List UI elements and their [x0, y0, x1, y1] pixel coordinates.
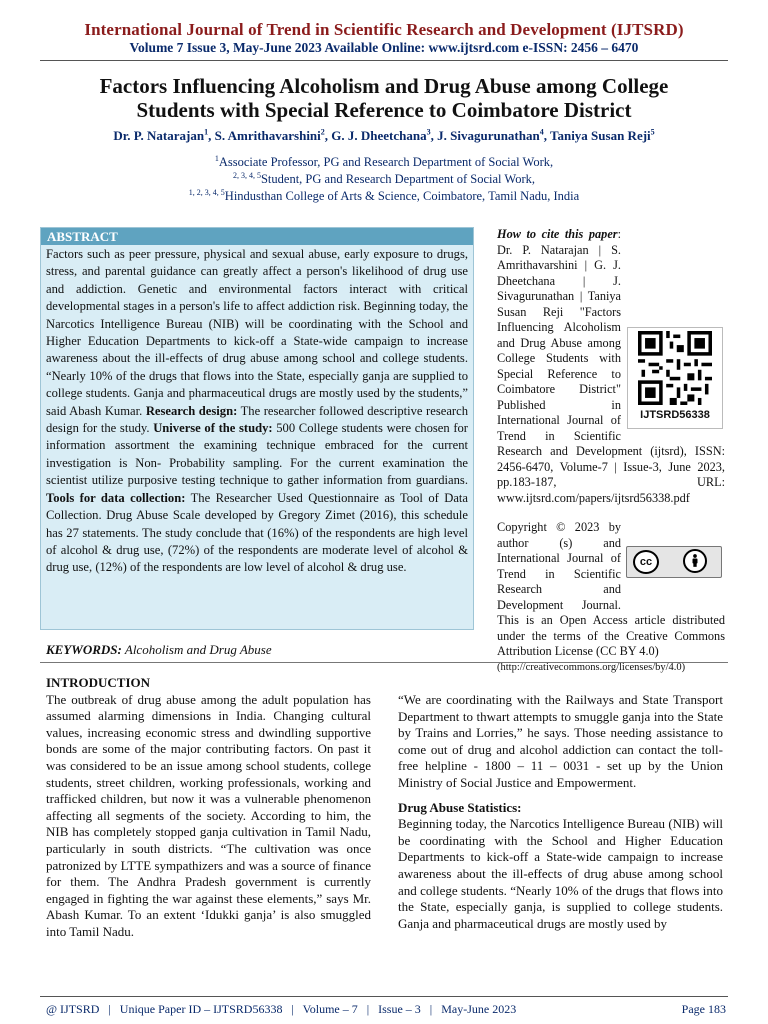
footer-divider	[40, 996, 728, 997]
introduction-heading: INTRODUCTION	[46, 675, 151, 690]
paper-title-line-2: Students with Special Reference to Coimbatore District	[136, 98, 632, 122]
qr-paper-id: IJTSRD56338	[640, 409, 710, 421]
page-footer	[46, 1002, 726, 1017]
page-number: Page 183	[681, 1002, 726, 1016]
cc-license-badge[interactable]	[626, 546, 722, 578]
tools-label: Tools for data collection:	[46, 490, 186, 505]
statistics-text: Beginning today, the Narcotics Intelligence Bureau (NIB) will be coordinating with the School and Higher Education Departments to kick-off a State-wide campaign to increase awareness about the ill-effects of drug abuse among school and college students. “Nearly 10% of the drugs that flows into the State, especially ganja, is supplied to college students. Ganja and pharmaceutical drugs are mostly used by	[398, 816, 723, 931]
journal-title: International Journal of Trend in Scientific Research and Development (IJTSRD)	[84, 20, 684, 39]
journal-volume-line: Volume 7 Issue 3, May-June 2023 Available Online: www.ijtsrd.com e-ISSN: 2456 – 6470	[129, 40, 639, 55]
introduction-text: The outbreak of drug abuse among the adult population has assumed alarming dimensions in India. Changing cultural values, increasing economic stress and dwindling supportive bonds are some of the major contributing factors. On past it was considered to be an issue among school students, college students, street children, working professionals, working and trafficked children, but now it was a vulnerable phenomenon affecting all segments of the society. According to him, the NIB has completely stopped ganja cultivation in Tamil Nadu, particularly in south districts. “The cultivation was once patronized by LTTE sympathizers and was a source of finance for them. The Andhra Pradesh government is currently engaged in fighting the war against these elements,” says Mr. Abash Kumar. To an extent ‘Idukki ganja’ is also smuggled into Tamil Nadu.	[46, 691, 371, 939]
author: Dr. P. Natarajan$^1$	[113, 127, 209, 143]
author: S. Amrithavarshini$^2$	[214, 127, 325, 143]
paper-title-line-1: Factors Influencing Alcoholism and Drug Abuse among College	[99, 74, 669, 98]
affiliation: $^{1, 2, 3, 4, 5}$Hindusthan College of Arts & Science, Coimbatore, Tamil Nadu, India	[188, 187, 580, 203]
how-to-cite: How to cite this paper: Dr. P. Natarajan | S. Amrithavarshini | G. J. Dheetchana | J. Sivagurunathan | Taniya Susan Reji "Factors Influencing Alcoholism and Drug Abuse among College Students with Special Reference to Coimbatore District" Published in International Journal of Trend in Scientific Research and Development (ijtsrd), ISSN: 2456-6470, Volume-7 | Issue-3, June 2023, pp.183-187, URL: www.ijtsrd.com/papers/ijtsrd56338.pdf	[497, 227, 725, 505]
author: G. J. Dheetchana$^3$	[331, 127, 431, 143]
attribution-icon	[683, 549, 707, 573]
author: Taniya Susan Reji$^5$	[549, 127, 655, 143]
footer-info: @ IJTSRD | Unique Paper ID – IJTSRD56338 | Volume – 7 | Issue – 3 | May-June 2023	[46, 1002, 517, 1016]
keywords: KEYWORDS: Alcoholism and Drug Abuse	[46, 642, 272, 657]
author: J. Sivagurunathan$^4$	[437, 127, 544, 143]
header-divider	[40, 60, 728, 61]
cc-icon: cc	[633, 550, 659, 574]
abstract-text: Factors such as peer pressure, physical and sexual abuse, early exposure to drugs, stress, and parental guidance can greatly affect a person's likelihood of drug use and addiction. Genetic and environmental factors interact with critical developmental stages in a person's life to affect addiction risk. Beginning today, the Narcotics Intelligence Bureau (NIB) will be coordinating with the School and Higher Education Departments to kick-off a State-wide campaign to increase awareness about the ill-effects of drug abuse among school and college students. “Nearly 10% of the drugs that flows into the State, especially ganja are supplied to college students. Ganja and pharmaceutical drugs are mostly used by the students,” said Abash Kumar. Research design: The researcher followed descriptive research design for the study. Universe of the study: 500 College students were chosen for information assortment the examining technique embraced for the current investigation is Non- Probability sampling. For the current examination the scientist utilize purposive testing technique to gather information from guardians. Tools for data collection: The Researcher Used Questionnaire as Tool of Data Collection. Drug Abuse Scale developed by Gregory Zimet (2016), this schedule has 27 statements. The study conclude that (16%) of the respondents are high level of alcohol & drug use, (72%) of the respondents are moderate level of alcohol & drug use, (12%) of the respondents are low level of alcohol & drug use.	[46, 247, 469, 575]
affiliation: $^{2, 3, 4, 5}$Student, PG and Research Department of Social Work,	[232, 170, 536, 186]
body-left-column	[46, 675, 371, 941]
paper-title	[40, 74, 728, 122]
affiliation: $^1$Associate Professor, PG and Research Department of Social Work,	[214, 153, 554, 169]
qr-code[interactable]	[627, 327, 723, 429]
abstract-box	[40, 227, 474, 630]
license-url[interactable]: (http://creativecommons.org/licenses/by/4.0)	[497, 661, 686, 673]
statistics-heading: Drug Abuse Statistics:	[398, 799, 522, 815]
copyright-notice: Copyright © 2023 by author (s) and International Journal of Trend in Scientific Research and Development Journal. This is an Open Access article distributed under the terms of the Creative Commons Attribution License (CC BY 4.0)	[497, 520, 725, 658]
body-right-column	[398, 692, 723, 932]
abstract-heading: ABSTRACT	[41, 228, 473, 245]
research-design-label: Research design:	[145, 403, 238, 418]
keywords-divider	[40, 662, 728, 663]
citation-column	[497, 227, 725, 675]
right-paragraph: “We are coordinating with the Railways and State Transport Department to thwart attempts to smuggle ganja into the State by Trains and Lorries,” he says. Those needing assistance to come out of drug and alcohol addiction can contact the toll-free helpline - 1800 – 11 – 0031 - set up by the Union Ministry of Social Justice and Empowerment.	[398, 692, 723, 790]
qr-code-icon	[638, 331, 712, 405]
author-list: Dr. P. Natarajan$^1$, S. Amrithavarshini$^2$, G. J. Dheetchana$^3$, J. Sivagurunathan$^4$, Taniya Susan Reji$^5$	[113, 127, 655, 143]
affiliations	[40, 154, 728, 205]
universe-label: Universe of the study:	[153, 421, 273, 436]
